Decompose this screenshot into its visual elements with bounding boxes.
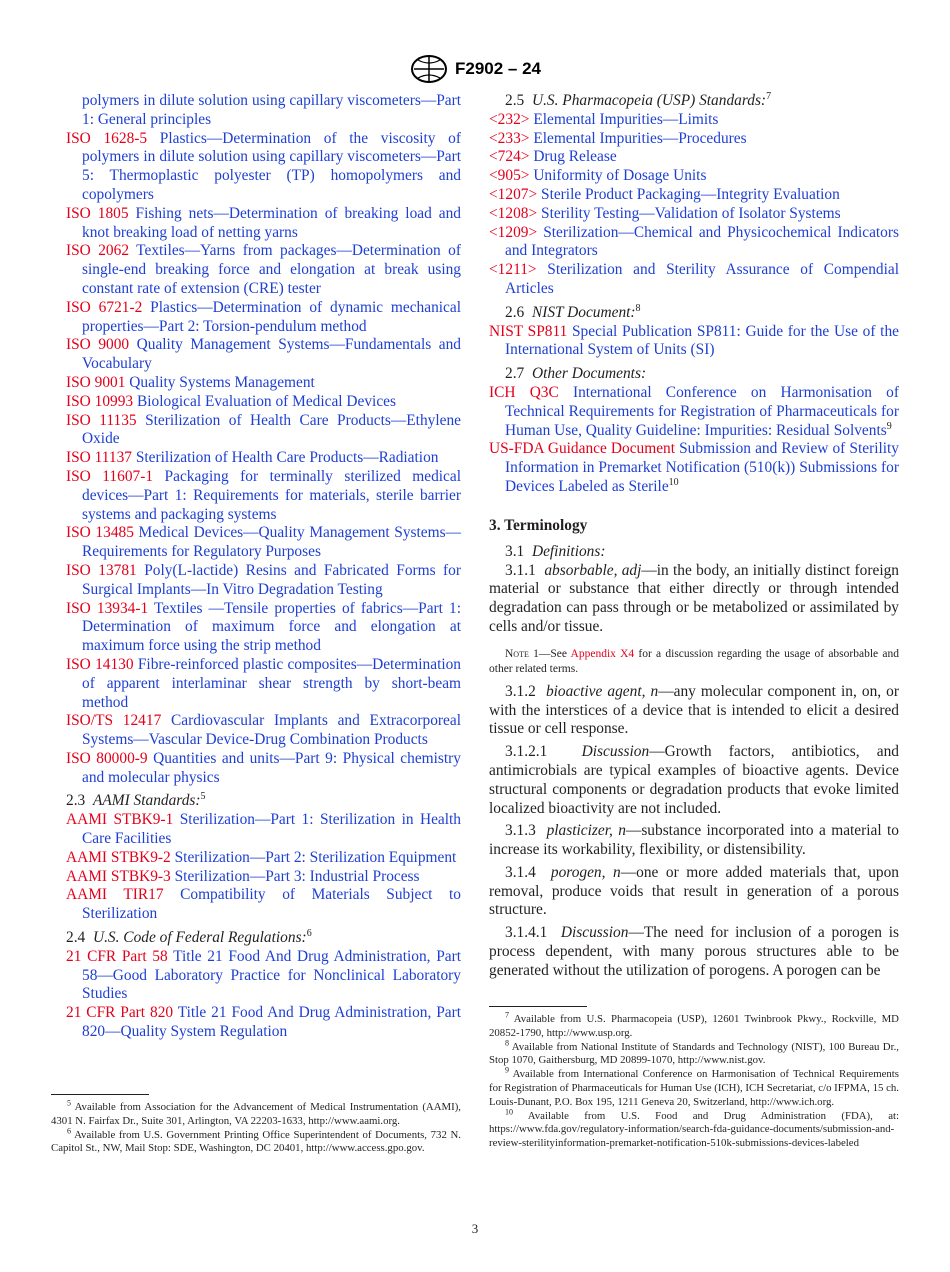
reference-code: ISO 9000 [66,336,130,354]
reference-title: Medical Devices—Quality Management Systems—Requirements for Regulatory Purposes [82,524,461,561]
other-reference-list [489,384,899,497]
reference-code: AAMI STBK9-1 [66,811,174,829]
reference-item[interactable] [66,1004,461,1042]
reference-item[interactable] [66,886,461,924]
reference-code: ISO 11135 [66,411,137,429]
continued-reference: polymers in dilute solution using capillary viscometers—Part 1: General principles [82,92,461,128]
footnote [51,1126,461,1157]
footnote [489,1038,899,1069]
reference-title: Poly(L-lactide) Resins and Fabricated Forms for Surgical Implants—In Vitro Degradation Testing [82,561,462,598]
left-column [66,92,461,1042]
reference-title: Sterility Testing—Validation of Isolator Systems [541,204,841,222]
reference-code: ISO 9001 [66,373,126,391]
reference-code: 21 CFR Part 820 [66,1004,174,1022]
footnote-rule [489,1006,587,1007]
reference-item[interactable] [489,148,899,167]
section-2-7: 2.7 Other Documents: [505,365,647,383]
reference-title: Packaging for terminally sterilized medical devices—Part 1: Requirements for materials, sterile barrier systems and packaging systems [82,467,461,523]
reference-item[interactable] [489,224,899,262]
reference-item[interactable] [66,412,461,450]
reference-code: AAMI TIR17 [66,886,164,904]
reference-title: Sterilization and Sterility Assurance of Compendial Articles [505,261,899,297]
cfr-reference-list [66,948,461,1042]
reference-code: 21 CFR Part 58 [66,947,168,965]
footnote-text: Available from National Institute of Standards and Technology (NIST), 100 Bureau Dr., Stop 1070, Gaithersburg, MD 20899-1070, http://www.nist.gov. [489,1040,899,1067]
footnote-text: Available from U.S. Government Printing Office Superintendent of Documents, 732 N. Capitol St., NW, Mail Stop: SDE, Washington, DC 20401, http://www.access.gpo.gov. [51,1128,461,1155]
reference-code: ISO 11137 [66,449,132,467]
reference-code: ISO 13781 [66,561,137,579]
reference-code: AAMI STBK9-2 [66,848,171,866]
section-3-heading: 3. Terminology [489,516,588,534]
appendix-link[interactable]: Appendix X4 [570,647,635,660]
reference-item[interactable] [489,186,899,205]
note-1: Note 1—See Appendix X4 for a discussion regarding the usage of absorbable and other related terms. [489,647,899,675]
reference-item[interactable] [66,868,461,887]
reference-code: <724> [489,148,530,166]
section-2-5: 2.5 U.S. Pharmacopeia (USP) Standards:$^7$ [505,90,772,109]
reference-item[interactable] [489,384,899,440]
footnote-text: Available from U.S. Food and Drug Administration (FDA), at: https://www.fda.gov/regulatory-information/search-fda-guidance-documents/submission-and-review-sterilityinformation-premarket-notification-510k-submissions-devices-labeled [489,1109,899,1150]
document-designation: F2902 – 24 [454,59,541,78]
reference-item[interactable] [66,336,461,374]
discussion-bioactive-agent: 3.1.2.1 Discussion—Growth factors, antibiotics, and antimicrobials are typical examples of bioactive agents. Device structural components or degradation products that evoke limited localized bioactivity are not included. [489,743,899,817]
reference-code: <1207> [489,185,538,203]
footnote-text: Available from International Conference on Harmonisation of Technical Requirements for Registration of Pharmaceuticals for Human Use (ICH), ICH Secretariat, c/o IFPMA, 15 ch. Louis-Dunant, P.O. Box 195, 1211 Geneva 20, Switzerland, http://www.ich.org. [489,1068,899,1108]
reference-title: Quality Management Systems—Fundamentals and Vocabulary [82,336,461,373]
section-2-4: 2.4 U.S. Code of Federal Regulations:$^6$ [66,927,312,947]
reference-item[interactable] [66,811,461,849]
reference-item[interactable] [66,393,461,412]
reference-item[interactable] [66,656,461,712]
reference-title: Sterile Product Packaging—Integrity Evaluation [541,185,840,203]
reference-code: ISO 14130 [66,655,134,673]
footnote-number: 5 [67,1098,71,1108]
reference-item[interactable]: NIST SP811 Special Publication SP811: Guide for the Use of the International System of Units (SI) [489,322,899,359]
reference-title: Elemental Impurities—Procedures [533,129,747,147]
reference-item[interactable] [489,205,899,224]
footnote-number: 8 [505,1038,509,1047]
reference-code: ISO 80000-9 [66,749,148,767]
reference-code: ISO 1805 [66,204,129,222]
reference-title: Fishing nets—Determination of breaking load and knot breaking load of netting yarns [82,204,461,241]
reference-title: Compatibility of Materials Subject to Sterilization [82,886,461,923]
reference-code: ISO 2062 [66,242,130,260]
page-number: 3 [471,1221,479,1236]
reference-code: <1209> [489,223,538,241]
reference-title: Plastics—Determination of the viscosity of polymers in dilute solution using capillary viscometers—Part 5: Thermoplastic polyester (TP) homopolymers and copolymers [82,129,461,203]
reference-item[interactable] [66,449,461,468]
definition-bioactive-agent: 3.1.2 bioactive agent, n—any molecular component in, on, or with the interstices of a device that is intended to elicit a desired tissue or cell response. [489,682,900,738]
reference-code: <905> [489,167,530,185]
reference-code: US-FDA Guidance Document [489,440,676,458]
reference-item[interactable] [66,468,461,524]
reference-title: Textiles—Yarns from packages—Determination of single-end breaking force and elongation at break using constant rate of extension (CRE) tester [82,242,461,297]
reference-title: Quantities and units—Part 9: Physical chemistry and molecular physics [82,749,461,786]
reference-code: ICH Q3C [489,383,559,401]
section-2-6: 2.6 NIST Document:$^8$ [505,302,641,321]
reference-item[interactable] [66,130,461,205]
footnote-marker: 10 [668,476,679,488]
right-footnotes [489,1006,899,1151]
reference-code: <1211> [489,261,537,279]
reference-title: Title 21 Food And Drug Administration, Part 58—Good Laboratory Practice for Nonclinical Laboratory Studies [82,947,461,1003]
footnote-number: 10 [505,1106,513,1116]
reference-title: Title 21 Food And Drug Administration, Part 820—Quality System Regulation [82,1004,462,1041]
footnote-number: 7 [505,1010,509,1020]
reference-item[interactable] [489,261,899,299]
reference-item[interactable] [489,130,899,149]
reference-code: ISO 1628-5 [66,129,148,147]
reference-code: <232> [489,110,530,128]
definition-absorbable: 3.1.1 absorbable, adj—in the body, an initially distinct foreign material or substance that either directly or through intended degradation can pass through or be metabolized or assimilated by cells and/or tissue. [489,561,899,635]
reference-code: ISO 10993 [66,392,134,410]
reference-code: ISO 6721-2 [66,298,143,316]
reference-title: Fibre-reinforced plastic composites—Determination of apparent interlaminar shear strength by short-beam method [82,655,462,711]
reference-title: Plastics—Determination of dynamic mechanical properties—Part 2: Torsion-pendulum method [82,298,461,335]
aami-reference-list [66,811,461,924]
reference-title: Drug Release [533,148,617,166]
right-column [489,92,899,985]
reference-item[interactable] [66,712,461,750]
reference-title: Sterilization—Part 3: Industrial Process [174,867,420,885]
reference-title: Uniformity of Dosage Units [533,167,707,185]
footnote [489,1010,899,1041]
definition-porogen: 3.1.4 porogen, n—one or more added materials that, upon removal, produce voids that result in generation of a porous structure. [489,863,899,919]
discussion-porogen: 3.1.4.1 Discussion—The need for inclusion of a porogen is process dependent, with many porous structures able to be generated without the utilization of porogens. A porogen can be [489,924,899,979]
footnote-text: Available from U.S. Pharmacopeia (USP), 12601 Twinbrook Pkwy., Rockville, MD 20852-1790, http://www.usp.org. [489,1013,899,1039]
astm-logo-icon [409,54,449,84]
reference-title: Biological Evaluation of Medical Devices [136,392,396,410]
reference-code: ISO 13485 [66,524,134,542]
reference-item[interactable] [66,205,461,243]
reference-code: ISO/TS 12417 [66,712,162,730]
reference-title: Sterilization—Chemical and Physicochemical Indicators and Integrators [505,223,899,260]
reference-item[interactable] [66,242,461,298]
reference-title: Sterilization—Part 2: Sterilization Equipment [174,848,457,866]
page-header [0,54,950,89]
reference-code: <1208> [489,204,538,222]
reference-title: International Conference on Harmonisation of Technical Requirements for Registration of Pharmaceuticals for Human Use, Quality Guideline: Impurities: Residual Solvents [505,383,899,439]
reference-code: ISO 13934-1 [66,599,149,617]
iso-reference-list [66,130,461,788]
footnote [489,1065,899,1109]
reference-title: Submission and Review of Sterility Information in Premarket Notification (510(k)) Submissions for Devices Labeled as Sterile [505,440,899,495]
footnote-text: Available from Association for the Advancement of Medical Instrumentation (AAMI), 4301 N. Fairfax Dr., Suite 301, Arlington, VA 22203-1633, http://www.aami.org. [51,1101,462,1127]
reference-item[interactable] [66,600,461,656]
reference-item[interactable] [489,440,899,496]
section-2-3: 2.3 AAMI Standards:$^5$ [66,791,206,810]
footnote-number: 6 [67,1126,71,1135]
footnote-number: 9 [505,1065,509,1075]
reference-item[interactable] [66,524,461,562]
definition-plasticizer: 3.1.3 plasticizer, n—substance incorporated into a material to increase its workability, flexibility, or distensibility. [489,822,900,859]
reference-code: AAMI STBK9-3 [66,867,171,885]
reference-title: Sterilization of Health Care Products—Radiation [135,449,439,467]
reference-item[interactable] [489,167,899,186]
usp-reference-list [489,111,899,299]
reference-item[interactable] [66,562,461,600]
reference-title: Sterilization—Part 1: Sterilization in Health Care Facilities [82,811,461,848]
reference-title: Sterilization of Health Care Products—Ethylene Oxide [82,411,461,448]
reference-item[interactable] [66,750,461,788]
reference-item[interactable] [66,374,461,393]
reference-title: Cardiovascular Implants and Extracorporeal Systems—Vascular Device-Drug Combination Products [82,712,461,749]
reference-item[interactable] [66,849,461,868]
reference-title: Textiles —Tensile properties of fabrics—Part 1: Determination of maximum force and elongation at maximum force using the strip method [82,599,462,655]
footnote-marker: 9 [886,420,892,432]
footnote-rule [51,1094,149,1095]
reference-title: Quality Systems Management [129,373,315,391]
left-footnotes [51,1094,461,1156]
footnote [489,1106,899,1151]
reference-code: ISO 11607-1 [66,467,154,485]
reference-item[interactable] [66,948,461,1004]
footnote [51,1098,462,1129]
reference-code: <233> [489,129,530,147]
section-3-1: 3.1 Definitions: [505,542,606,560]
reference-title: Elemental Impurities—Limits [533,110,719,128]
reference-item[interactable] [66,299,461,337]
reference-item[interactable] [489,111,899,130]
